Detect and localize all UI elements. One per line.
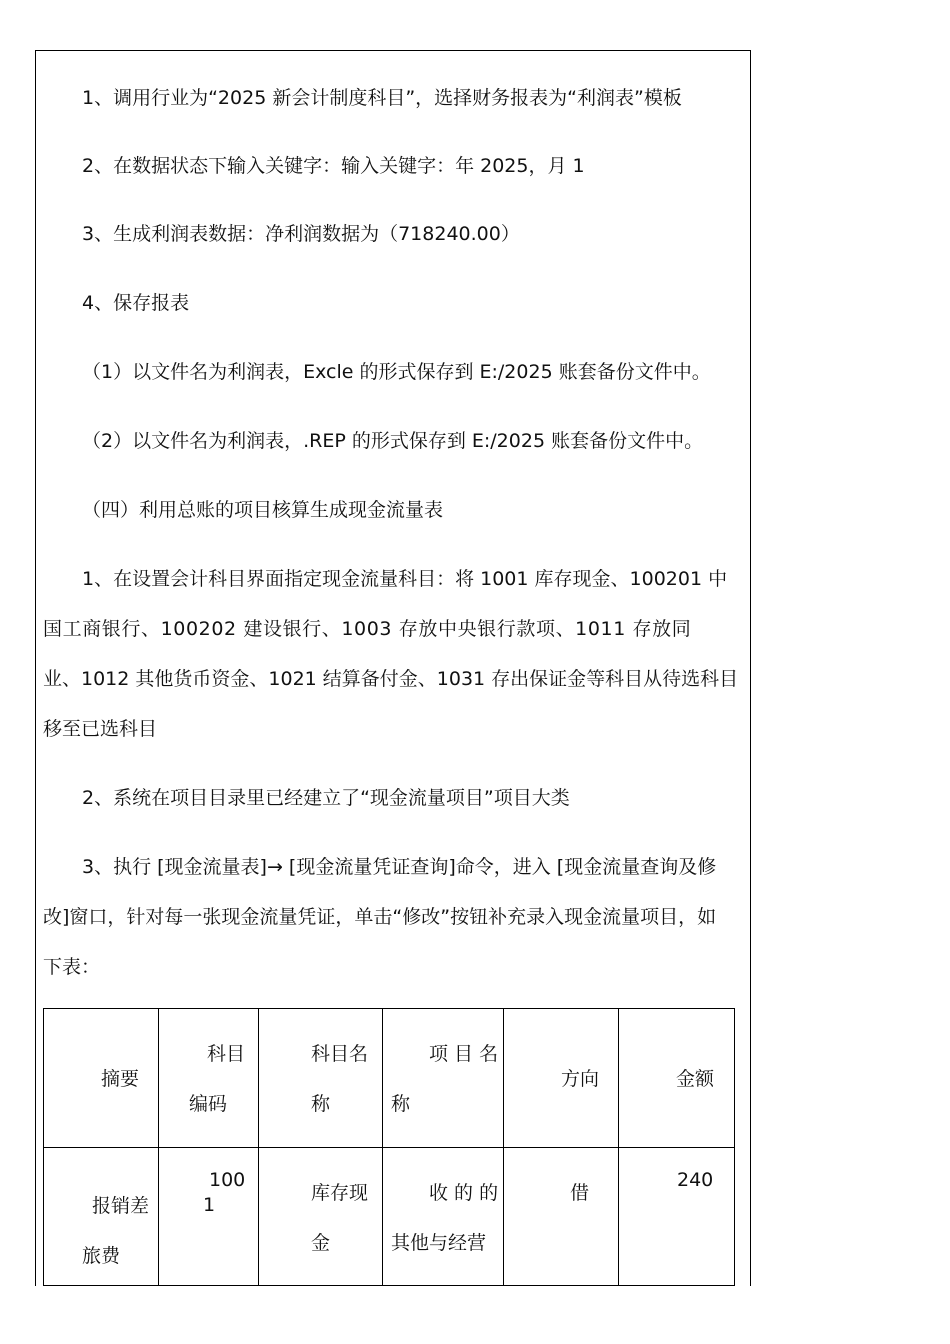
row-name-text-1: 库存现	[311, 1182, 369, 1204]
row-code	[159, 1148, 259, 1286]
row-item-text-1: 收 的 的	[429, 1182, 499, 1204]
cash-step-3-line-1: 3、执行 [现金流量表]→ [现金流量凭证查询]命令，进入 [现金流量查询及修	[82, 856, 717, 878]
header-direction-label: 方向	[561, 1068, 600, 1090]
header-summary	[44, 1009, 159, 1148]
row-direction	[504, 1148, 619, 1286]
cash-step-1-line-4: 移至已选科目	[43, 718, 158, 740]
header-item	[383, 1009, 504, 1148]
step-1: 1、调用行业为“2025 新会计制度科目”，选择财务报表为“利润表”模板	[82, 87, 682, 109]
step-4: 4、保存报表	[82, 292, 190, 314]
header-code-label-2: 编码	[189, 1093, 228, 1115]
header-name-label-1: 科目名	[311, 1043, 369, 1065]
row-name-text-2: 金	[311, 1232, 331, 1254]
header-name-label-2: 称	[311, 1093, 331, 1115]
cash-step-1-line-3: 业、1012 其他货币资金、1021 结算备付金、1031 存出保证金等科目从待选科目	[43, 668, 739, 690]
row-summary	[44, 1148, 159, 1286]
header-name	[259, 1009, 383, 1148]
row-summary-text-1: 报销差	[92, 1195, 150, 1217]
step-4-1: （1）以文件名为利润表，Excle 的形式保存到 E:/2025 账套备份文件中。	[82, 361, 711, 383]
cash-step-1-line-2: 国工商银行、100202 建设银行、1003 存放中央银行款项、1011 存放同	[43, 618, 692, 640]
cash-step-1-line-1: 1、在设置会计科目界面指定现金流量科目：将 1001 库存现金、100201 中	[82, 568, 728, 590]
step-2: 2、在数据状态下输入关键字：输入关键字：年 2025，月 1	[82, 155, 585, 177]
header-direction	[504, 1009, 619, 1148]
row-amount-text: 240	[677, 1169, 714, 1191]
table-row	[44, 1148, 735, 1286]
row-name	[259, 1148, 383, 1286]
header-code-label-1: 科目	[207, 1043, 246, 1065]
section-heading: （四）利用总账的项目核算生成现金流量表	[82, 499, 444, 521]
cash-step-2: 2、系统在项目目录里已经建立了“现金流量项目”项目大类	[82, 787, 570, 809]
cash-step-3-line-3: 下表：	[43, 956, 101, 978]
row-code-text-1: 100	[209, 1169, 246, 1191]
header-summary-label: 摘要	[101, 1068, 140, 1090]
header-code	[159, 1009, 259, 1148]
header-amount-label: 金额	[676, 1068, 715, 1090]
step-4-2: （2）以文件名为利润表，.REP 的形式保存到 E:/2025 账套备份文件中。	[82, 430, 704, 452]
row-item-text-2: 其他与经营	[391, 1232, 487, 1254]
header-item-label-2: 称	[391, 1093, 411, 1115]
row-code-text-2: 1	[203, 1194, 216, 1216]
cash-step-3-line-2: 改]窗口，针对每一张现金流量凭证，单击“修改”按钮补充录入现金流量项目，如	[43, 906, 717, 928]
row-amount	[619, 1148, 735, 1286]
row-item	[383, 1148, 504, 1286]
step-3: 3、生成利润表数据：净利润数据为（718240.00）	[82, 223, 520, 245]
header-item-label-1: 项 目 名	[429, 1043, 499, 1065]
row-direction-text: 借	[570, 1182, 590, 1204]
row-summary-text-2: 旅费	[82, 1245, 121, 1267]
header-amount	[619, 1009, 735, 1148]
cash-flow-table	[43, 1008, 735, 1286]
table-header-row	[44, 1009, 735, 1148]
